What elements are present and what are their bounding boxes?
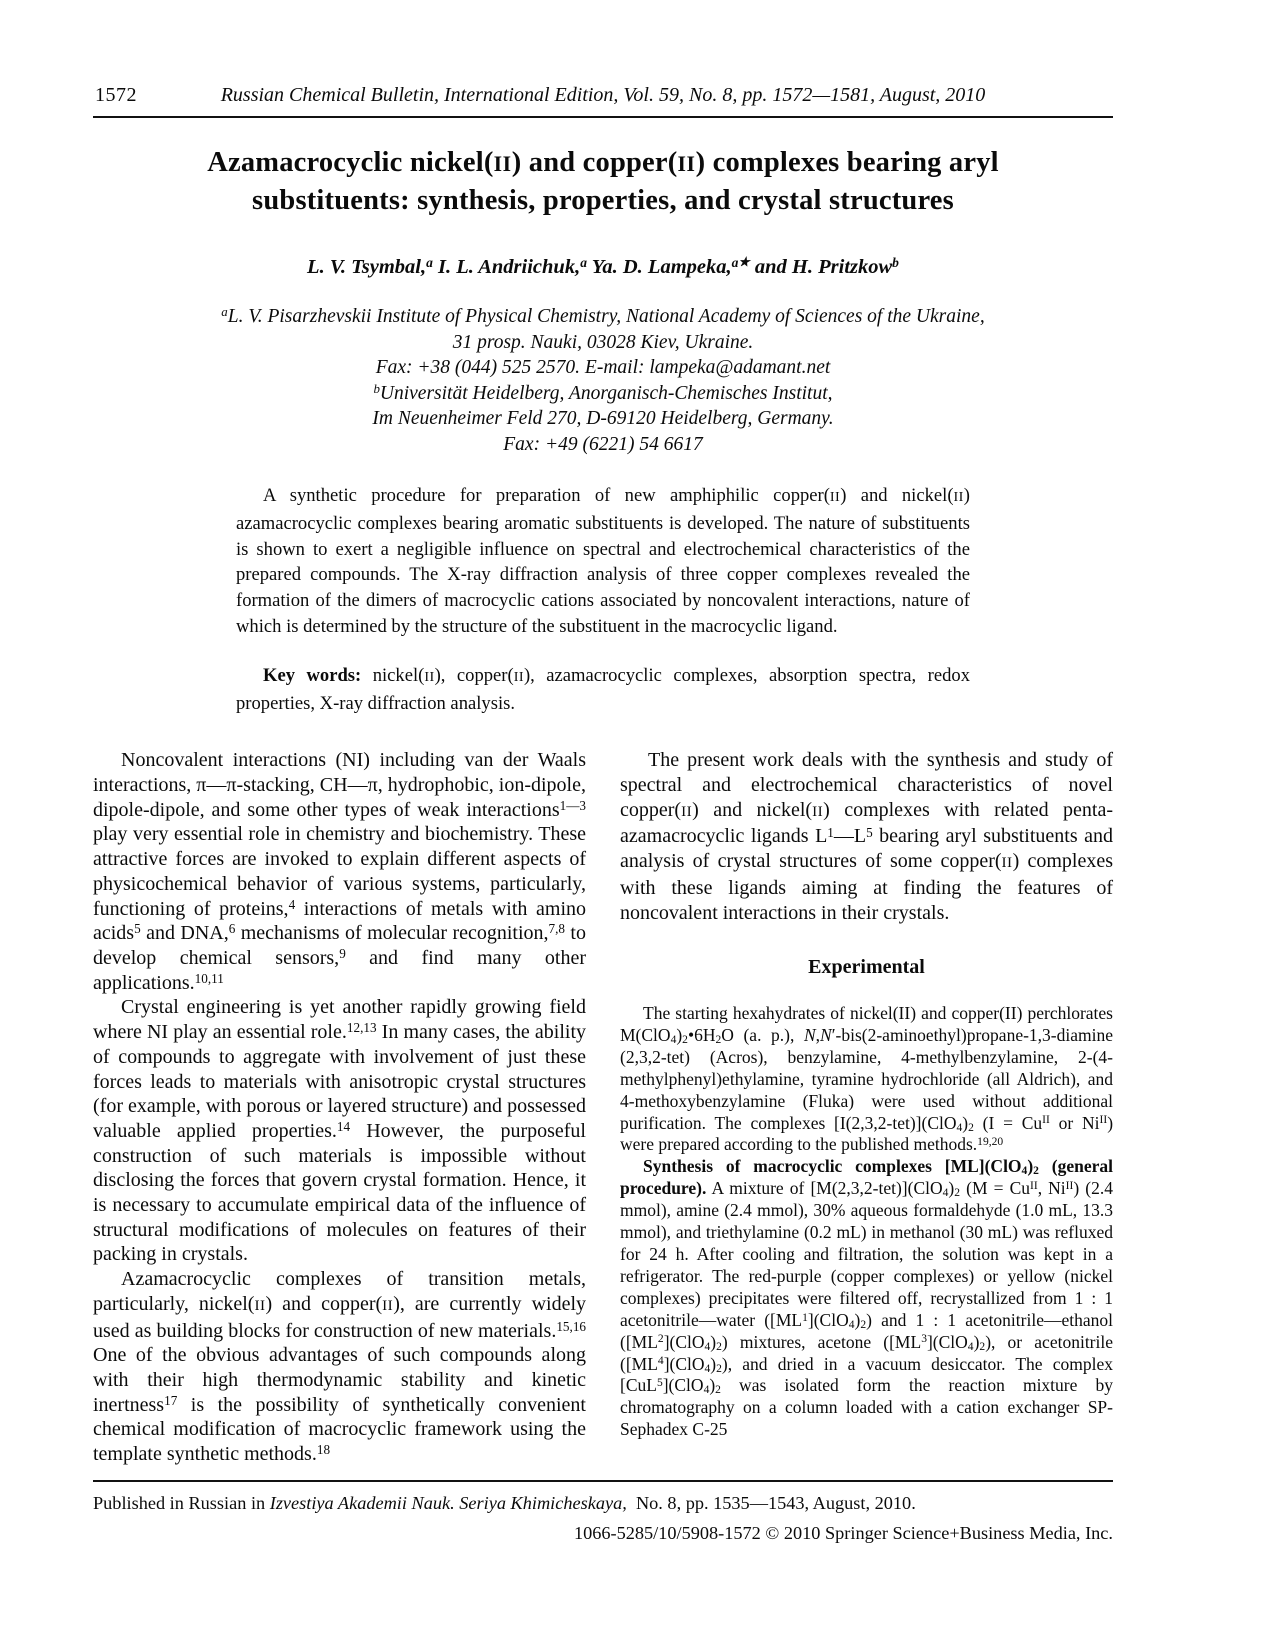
right-column [620,748,1113,1466]
abstract: A synthetic procedure for preparation of new amphiphilic copper(II) and nickel(II) azamacrocyclic complexes bearing aromatic substituents is developed. The nature of substituents is shown to exert a negligible influence on spectral and electrochemical characteristics of the prepared compounds. The X-ray diffraction analysis of three copper complexes revealed the formation of the dimers of macrocyclic cations associated by noncovalent interactions, nature of which is determined by the structure of the substituent in the macrocyclic ligand. [236,485,970,637]
experimental-section [620,1003,1113,1441]
copyright-line: 1066-5285/10/5908-1572 © 2010 Springer Science+Business Media, Inc. [573,1522,1113,1543]
body-paragraph: Crystal engineering is yet another rapidly growing field where NI play an essential role.$^{12,13}$ In many cases, the ability of compounds to aggregate with involvement of just these forces leads to materials with anisotropic crystal structures (for example, with porous or layered structure) and possessed valuable applied properties.$^{14}$ However, the purposeful construction of such materials is impossible without disclosing the forces that govern crystal formation. Hence, it is necessary to accumulate empirical data of the influence of structural modifications of molecules on features of their packing in crystals. [93,996,587,1266]
page-footnote [93,1480,1113,1545]
page-number: 1572 [95,84,137,106]
body-paragraph: Noncovalent interactions (NI) including van der Waals interactions, π—π-stacking, CH—π, hydrophobic, ion-dipole, dipole-dipole, and some other types of weak interactions$^{1—3}$ play very essential role in chemistry and biochemistry. These attractive forces are invoked to explain different aspects of physicochemical behavior of various systems, particularly, functioning of proteins,$^4$ interactions of metals with amino acids$^5$ and DNA,$^6$ mechanisms of molecular recognition,$^{7,8}$ to develop chemical sensors,$^9$ and find many other applications.$^{10,11}$ [93,749,587,994]
affiliation-line: $^a$L. V. Pisarzhevskii Institute of Physical Chemistry, National Academy of Sciences of the Ukraine, [221,305,985,327]
two-column-body [93,748,1113,1466]
running-header [93,0,1113,118]
experimental-paragraph: Synthesis of macrocyclic complexes $[ML](ClO_4)_2$ (general procedure). A mixture of $[M(2,3,2-tet)](ClO_4)_2$ ($M = Cu^{II}$, $Ni^{II}$) (2.4 mmol), amine (2.4 mmol), 30% aqueous formaldehyde (1.0 mL, 13.3 mmol), and triethylamine (0.2 mL) in methanol (30 mL) was refluxed for 24 h. After cooling and filtration, the solution was kept in a refrigerator. The red-purple (copper complexes) or yellow (nickel complexes) precipitates were filtered off, recrystallized from 1 : 1 acetonitrile—water $([ML^1](ClO_4)_2)$ and 1 : 1 acetonitrile—ethanol $([ML^2](ClO_4)_2)$ mixtures, acetone $([ML^3](ClO_4)_2)$, or acetonitrile $([ML^4](ClO_4)_2)$, and dried in a vacuum desiccator. The complex $[CuL^5](ClO_4)_2$ was isolated form the reaction mixture by chromatography on a column loaded with a cation exchanger SP-Sephadex C-25 [620,1156,1114,1440]
article-title: Azamacrocyclic nickel(II) and copper(II) complexes bearing aryl substituents: synthesis, properties, and crystal structures [207,147,999,216]
left-column [93,748,586,1466]
affiliation-line: 31 prosp. Nauki, 03028 Kiev, Ukraine. [452,331,754,353]
journal-citation: Russian Chemical Bulletin, International Edition, Vol. 59, No. 8, pp. 1572—1581, August, 2010 [220,84,986,106]
published-in-russian-line: Published in Russian in Izvestiya Akademii Nauk. Seriya Khimicheskaya, No. 8, pp. 1535—1543, August, 2010. [93,1492,916,1513]
affiliation-line: Im Neuenheimer Feld 270, D-69120 Heidelberg, Germany. [372,408,834,429]
page-content [93,0,1113,1545]
section-heading-experimental: Experimental [808,956,925,979]
affiliation-line: $^b$Universität Heidelberg, Anorganisch-Chemisches Institut, [373,381,833,404]
affiliation-line: Fax: +38 (044) 525 2570. E-mail: lampeka@adamant.net [375,357,831,378]
body-paragraph: Azamacrocyclic complexes of transition metals, particularly, nickel(II) and copper(II), are currently widely used as building blocks for construction of new materials.$^{15,16}$ One of the obvious advantages of such compounds along with their high thermodynamic stability and kinetic inertness$^{17}$ is the possibility of synthetically convenient chemical modification of macrocyclic framework using the template synthetic methods.$^{18}$ [93,1268,587,1466]
body-paragraph: The present work deals with the synthesis and study of spectral and electrochemical characteristics of novel copper(II) and nickel(II) complexes with related penta-azamacrocyclic ligands $L^1—L^5$ bearing aryl substituents and analysis of crystal structures of some copper(II) complexes with these ligands aiming at finding the features of noncovalent interactions in their crystals. [620,749,1114,924]
affiliations-block [93,304,1113,457]
experimental-paragraph: The starting hexahydrates of nickel(II) and copper(II) perchlorates $M(ClO_4)_2•6H_2O$ (a. p.), N,N′-bis(2-aminoethyl)propane-1,3-diamine (2,3,2-tet) (Acros), benzylamine, 4-methylbenzylamine, 2-(4-methylphenyl)ethylamine, tyramine hydrochloride (all Aldrich), and 4-methoxybenzylamine (Fluka) were used without additional purification. The complexes $[I(2,3,2-tet)](ClO_4)_2$ ($I = Cu^{II}$ or $Ni^{II}$) were prepared according to the published methods.$^{19,20}$ [620,1003,1114,1155]
keywords: Key words: nickel(II), copper(II), azamacrocyclic complexes, absorption spectra, redox properties, X-ray diffraction analysis. [236,664,970,714]
affiliation-line: Fax: +49 (6221) 54 6617 [503,433,703,455]
authors-line: L. V. Tsymbal,$^a$ I. L. Andriichuk,$^a$ Ya. D. Lampeka,$^{a★}$ and H. Pritzkow$^b$ [307,254,899,278]
